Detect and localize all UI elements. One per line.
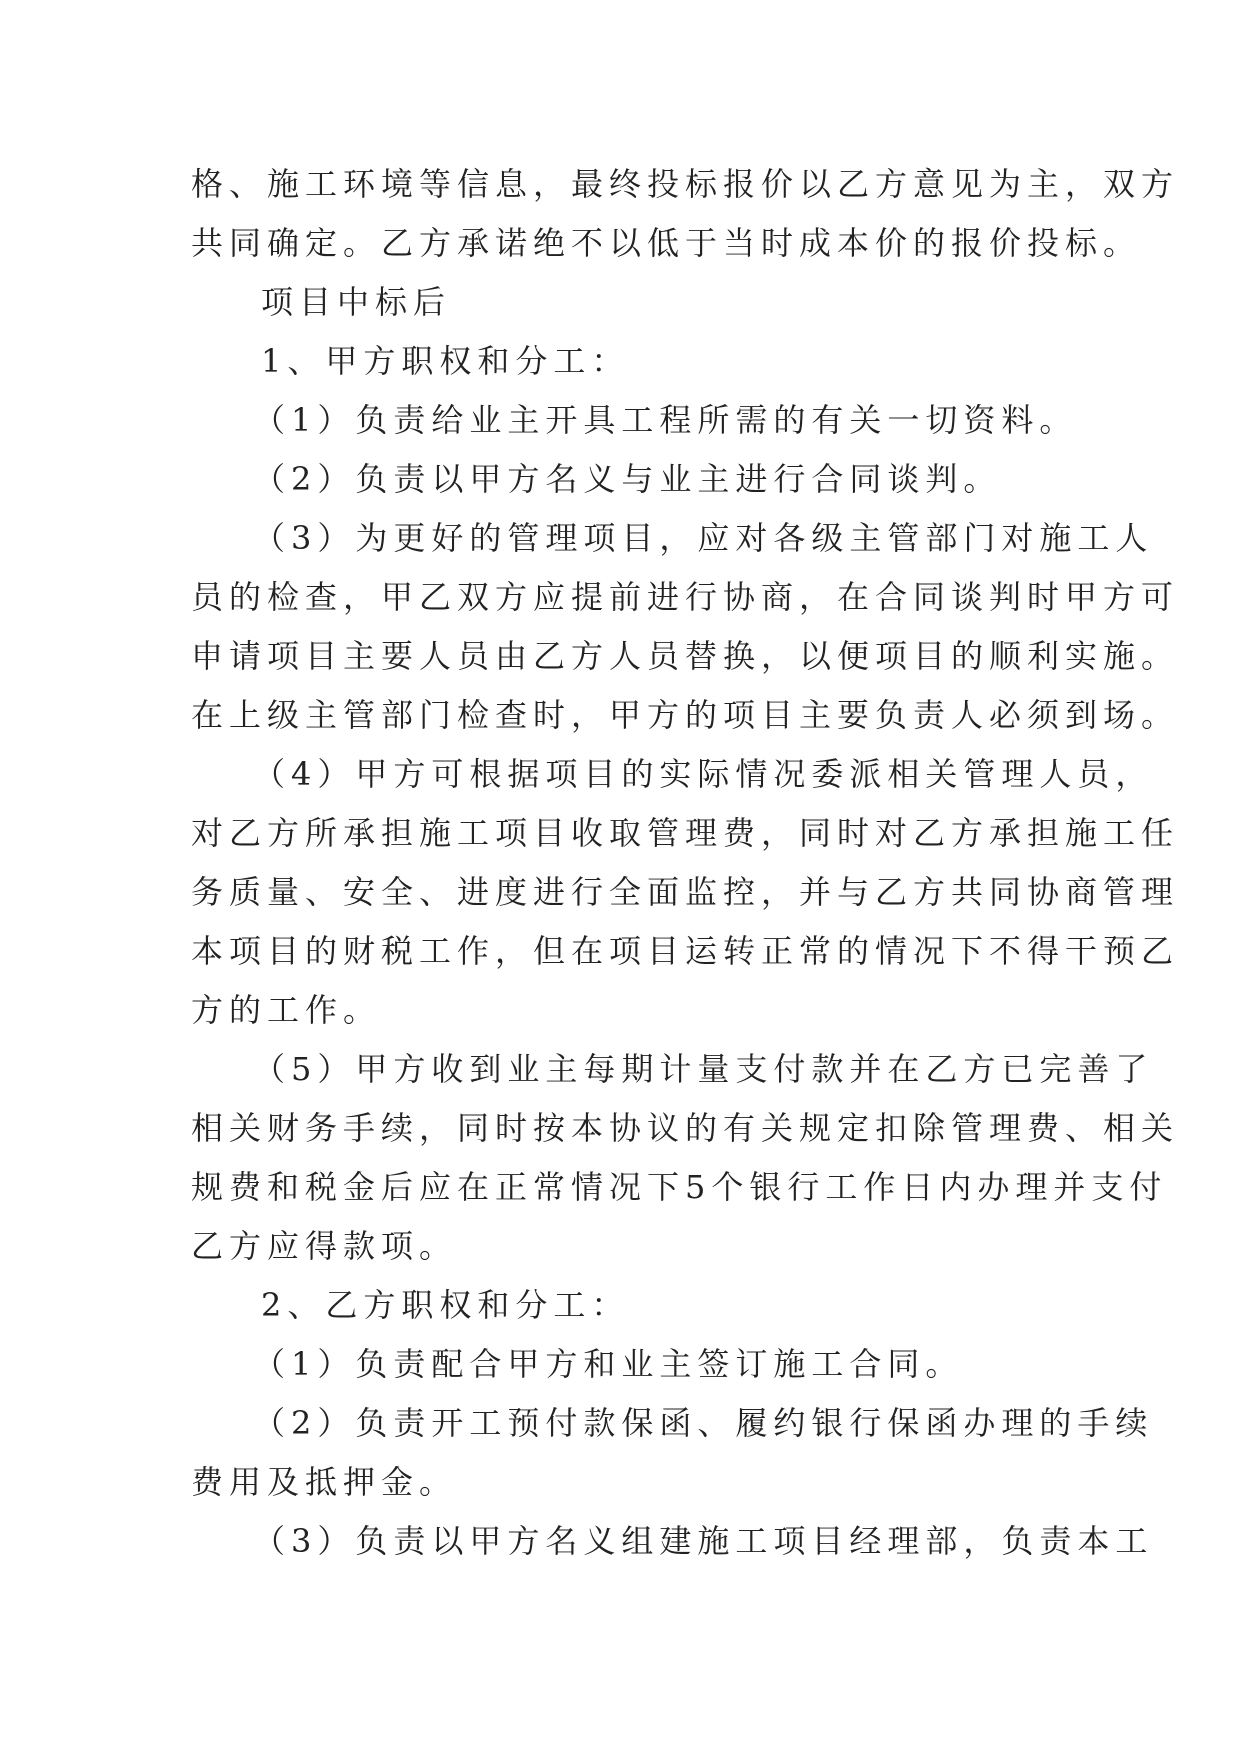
text-line: 规费和税金后应在正常情况下5个银行工作日内办理并支付 [191, 1168, 1168, 1206]
section-heading: 1、甲方职权和分工： [261, 342, 630, 380]
section-heading: 项目中标后 [261, 283, 452, 321]
text-line: 相关财务手续，同时按本协议的有关规定扣除管理费、相关 [191, 1109, 1180, 1147]
list-item: （1）负责配合甲方和业主签订施工合同。 [253, 1345, 964, 1383]
text-line: 乙方应得款项。 [191, 1227, 458, 1265]
text-line: 费用及抵押金。 [191, 1463, 458, 1501]
text-line: 格、施工环境等信息，最终投标报价以乙方意见为主，双方 [191, 165, 1180, 203]
document-body [191, 155, 1180, 1571]
list-item: （3）为更好的管理项目，应对各级主管部门对施工人 [253, 519, 1154, 557]
list-item: （3）负责以甲方名义组建施工项目经理部，负责本工 [253, 1522, 1154, 1560]
list-item: （1）负责给业主开具工程所需的有关一切资料。 [253, 401, 1078, 439]
text-line: 申请项目主要人员由乙方人员替换，以便项目的顺利实施。 [191, 637, 1180, 675]
section-heading: 2、乙方职权和分工： [261, 1286, 630, 1324]
text-line: 务质量、安全、进度进行全面监控，并与乙方共同协商管理 [191, 873, 1180, 911]
list-item: （2）负责开工预付款保函、履约银行保函办理的手续 [253, 1404, 1154, 1442]
text-line: 方的工作。 [191, 991, 382, 1029]
text-line: 员的检查，甲乙双方应提前进行协商，在合同谈判时甲方可 [191, 578, 1180, 616]
list-item: （2）负责以甲方名义与业主进行合同谈判。 [253, 460, 1002, 498]
text-line: 本项目的财税工作，但在项目运转正常的情况下不得干预乙 [191, 932, 1180, 970]
text-line: 共同确定。乙方承诺绝不以低于当时成本价的报价投标。 [191, 224, 1142, 262]
list-item: （4）甲方可根据项目的实际情况委派相关管理人员， [253, 755, 1154, 793]
text-line: 对乙方所承担施工项目收取管理费，同时对乙方承担施工任 [191, 814, 1180, 852]
text-line: 在上级主管部门检查时，甲方的项目主要负责人必须到场。 [191, 696, 1180, 734]
list-item: （5）甲方收到业主每期计量支付款并在乙方已完善了 [253, 1050, 1154, 1088]
